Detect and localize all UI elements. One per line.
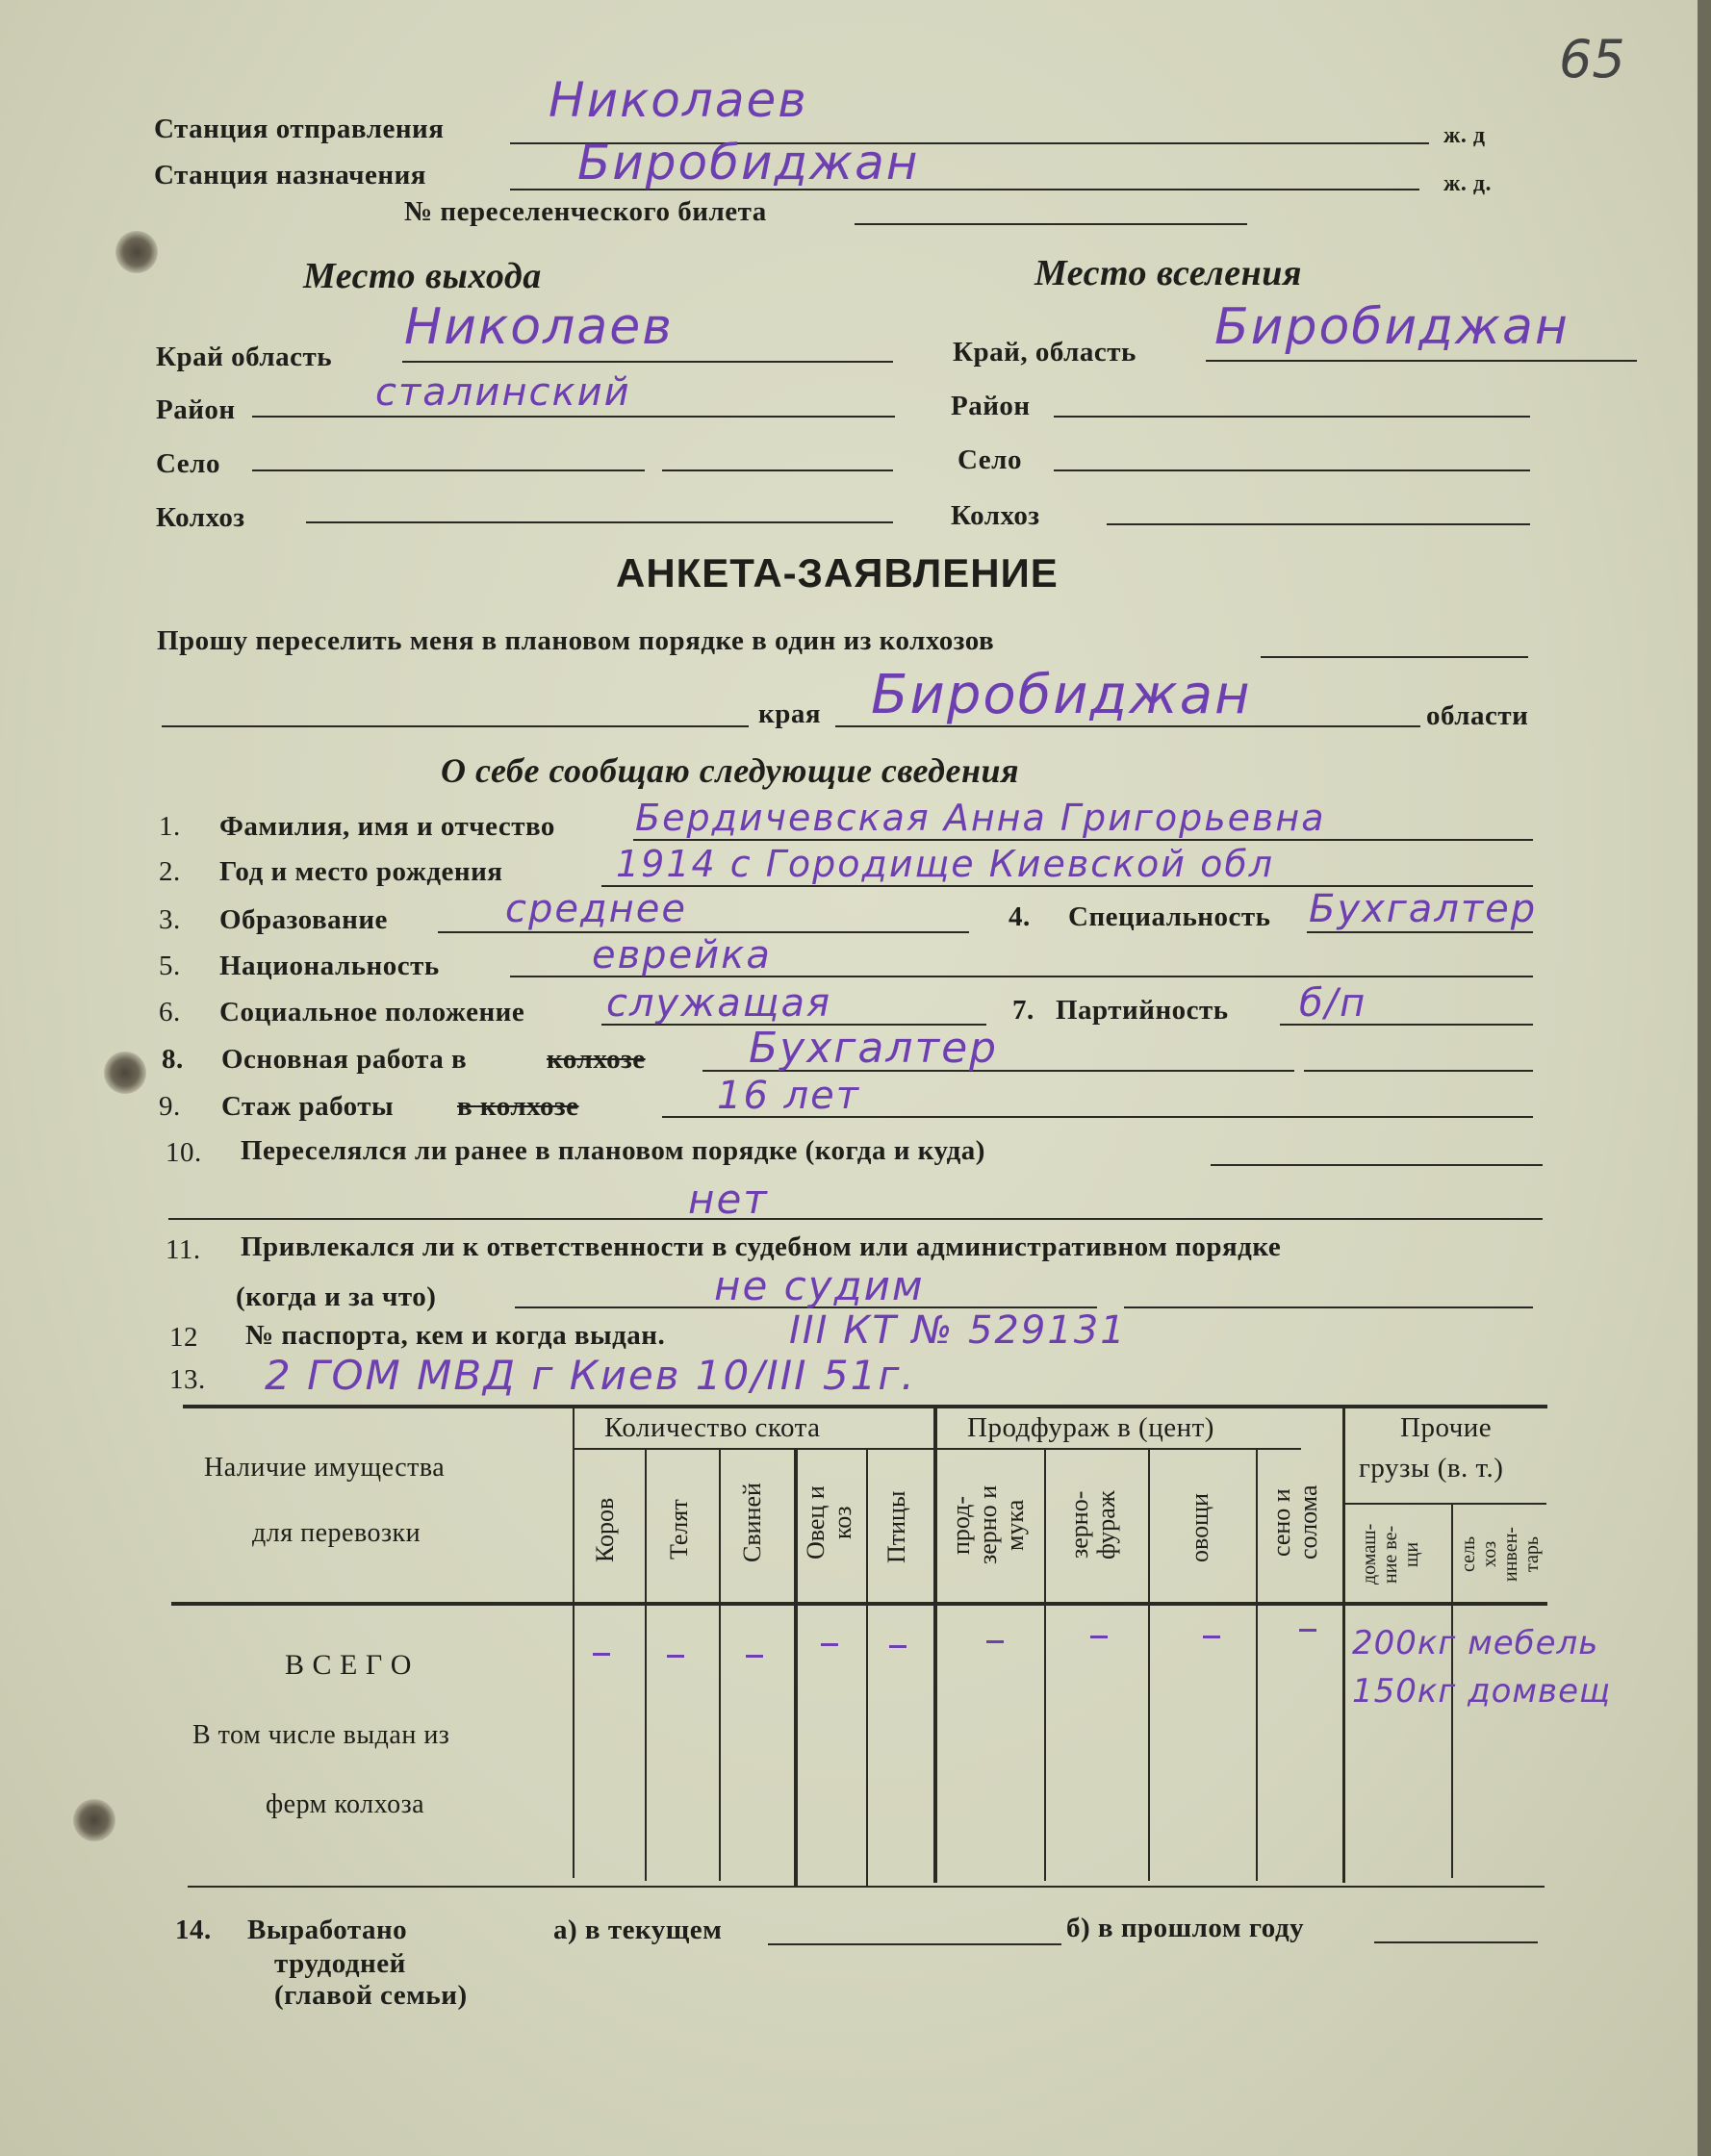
empty-dash [1203, 1636, 1220, 1638]
table-vline [933, 1407, 937, 1883]
field-11-value: не судим [714, 1262, 925, 1309]
field-10-line-2 [168, 1218, 1543, 1220]
table-group-underline [935, 1448, 1301, 1450]
footer-last-year-line [1374, 1941, 1538, 1943]
group-other-1: Прочие [1400, 1412, 1493, 1443]
field-5-num: 5. [159, 951, 181, 981]
krai-label: края [758, 698, 822, 729]
field-3-label: Образование [219, 904, 388, 935]
table-vline [794, 1448, 798, 1886]
field-3-value: среднее [505, 887, 688, 931]
table-vline [1342, 1407, 1345, 1883]
field-1-num: 1. [159, 811, 181, 842]
footer-label-3: (главой семьи) [274, 1980, 468, 2011]
field-13-value: 2 ГОМ МВД г Киев 10/III 51г. [265, 1352, 916, 1399]
request-text: Прошу переселить меня в плановом порядке в один из колхозов [157, 625, 995, 656]
field-11-label: Привлекался ли к ответственности в судебном или административном порядке [241, 1231, 1282, 1262]
origin-district-line [252, 416, 895, 418]
empty-dash [667, 1655, 684, 1658]
empty-dash [1299, 1629, 1316, 1632]
krai-prefix-line [162, 725, 749, 727]
col-inventory: сель хоз инвен- тарь [1458, 1527, 1543, 1582]
origin-kolkhoz-label: Колхоз [156, 502, 245, 533]
origin-district-label: Район [156, 394, 236, 425]
destination-region-label: Край, область [953, 337, 1136, 368]
row-issued-label-2: ферм колхоза [266, 1789, 425, 1819]
group-other-2: грузы (в. т.) [1359, 1453, 1504, 1484]
destination-district-line [1054, 416, 1530, 418]
station-to-label: Станция назначения [154, 160, 426, 190]
field-10-num: 10. [166, 1137, 202, 1168]
table-bottom-border [188, 1886, 1545, 1888]
footer-label-1: Выработано [247, 1915, 408, 1945]
field-10-label: Переселялся ли ранее в плановом порядке (когда и куда) [241, 1135, 985, 1166]
rail-suffix-1: ж. д [1443, 123, 1486, 148]
origin-kolkhoz-line [306, 521, 893, 523]
footer-current: а) в текущем [553, 1915, 723, 1945]
origin-district-value: сталинский [375, 370, 631, 415]
table-vline [866, 1448, 868, 1886]
col-cows: Коров [591, 1497, 619, 1562]
col-pigs: Свиней [738, 1483, 766, 1562]
request-line [1261, 656, 1528, 658]
field-11-line-2 [1124, 1306, 1533, 1308]
table-vline [1256, 1448, 1258, 1881]
field-13-num: 13. [169, 1364, 206, 1395]
col-veg: овощи [1186, 1492, 1213, 1562]
empty-dash [746, 1655, 763, 1658]
field-10-line-1 [1211, 1164, 1543, 1166]
origin-village-line-2 [662, 469, 893, 471]
field-6-label: Социальное положение [219, 997, 525, 1027]
punch-hole [104, 1052, 146, 1094]
col-sheep: Овец и коз [802, 1485, 856, 1560]
destination-region-line [1206, 360, 1637, 362]
field-4-num: 4. [1009, 901, 1031, 932]
field-6-value: служащая [606, 981, 832, 1026]
field-4-label: Специальность [1068, 901, 1271, 932]
field-11-num: 11. [166, 1234, 201, 1265]
field-8-line-2 [1304, 1070, 1533, 1072]
station-to-value: Биробиджан [577, 135, 920, 190]
field-5-label: Национальность [219, 951, 440, 981]
field-7-value: б/п [1299, 981, 1367, 1026]
field-8-strike: колхозе [547, 1044, 646, 1075]
station-from-label: Станция отправления [154, 114, 445, 144]
field-10-value: нет [688, 1176, 769, 1223]
col-household: домаш- ние ве- щи [1359, 1523, 1422, 1585]
field-4-line [1307, 931, 1533, 933]
destination-district-label: Район [951, 391, 1031, 421]
empty-dash [1090, 1636, 1108, 1638]
field-8-value: Бухгалтер [749, 1024, 999, 1073]
punch-hole [73, 1799, 115, 1841]
col-birds: Птицы [882, 1490, 910, 1564]
footer-label-2: трудодней [274, 1948, 406, 1979]
origin-region-label: Край область [156, 342, 333, 372]
table-vline [1148, 1448, 1150, 1881]
page-edge [1698, 0, 1711, 2156]
property-label-2: для перевозки [252, 1518, 421, 1548]
group-livestock: Количество скота [604, 1412, 821, 1443]
field-1-label: Фамилия, имя и отчество [219, 811, 555, 842]
field-12-label: № паспорта, кем и когда выдан. [245, 1320, 666, 1351]
row-total-label: В С Е Г О [285, 1649, 412, 1681]
field-1-value: Бердичевская Анна Григорьевна [635, 797, 1326, 839]
col-hay: сено и солома [1267, 1484, 1322, 1560]
destination-heading: Место вселения [1034, 253, 1302, 293]
handwritten-household: 150кг домвещ [1352, 1672, 1612, 1711]
page-number: 65 [1559, 29, 1625, 89]
field-3-num: 3. [159, 904, 181, 935]
field-12-num: 12 [169, 1322, 198, 1353]
field-2-value: 1914 с Городище Киевской обл [616, 843, 1275, 885]
oblast-label: области [1426, 700, 1529, 731]
field-4-value: Бухгалтер [1309, 887, 1538, 931]
field-8-num: 8. [162, 1044, 184, 1075]
form-subtitle: О себе сообщаю следующие сведения [441, 751, 1020, 790]
property-label-1: Наличие имущества [204, 1453, 446, 1483]
ticket-label: № переселенческого билета [404, 196, 767, 227]
rail-suffix-2: ж. д. [1443, 171, 1493, 196]
empty-dash [593, 1653, 610, 1656]
origin-village-line-1 [252, 469, 645, 471]
table-header-border [171, 1602, 1547, 1606]
empty-dash [986, 1640, 1004, 1643]
footer-num: 14. [175, 1915, 212, 1945]
field-9-value: 16 лет [717, 1074, 861, 1118]
table-group-underline [1344, 1503, 1546, 1505]
krai-value: Биробиджан [871, 664, 1252, 726]
col-fodder: зерно- фураж [1065, 1490, 1120, 1560]
table-vline [645, 1448, 647, 1881]
field-5-value: еврейка [592, 933, 772, 977]
group-feed: Продфураж в (цент) [967, 1412, 1214, 1443]
table-vline [573, 1407, 575, 1878]
origin-region-line [402, 361, 893, 363]
destination-region-value: Биробиджан [1214, 298, 1570, 356]
field-7-label: Партийность [1056, 995, 1229, 1026]
footer-last-year: б) в прошлом году [1066, 1913, 1305, 1943]
form-title: АНКЕТА-ЗАЯВЛЕНИЕ [616, 550, 1059, 596]
ticket-line [855, 223, 1247, 225]
field-9-strike: в колхозе [457, 1091, 579, 1122]
destination-village-label: Село [958, 444, 1022, 475]
col-calves: Телят [665, 1499, 693, 1560]
punch-hole [115, 231, 158, 273]
station-from-value: Николаев [549, 72, 808, 128]
origin-region-value: Николаев [404, 298, 674, 356]
destination-kolkhoz-label: Колхоз [951, 500, 1040, 531]
table-group-underline [575, 1448, 935, 1450]
destination-kolkhoz-line [1107, 523, 1530, 525]
footer-current-line [768, 1943, 1061, 1945]
row-issued-label-1: В том числе выдан из [192, 1720, 450, 1750]
field-6-num: 6. [159, 997, 181, 1027]
field-8-label: Основная работа в [221, 1044, 468, 1075]
handwritten-furniture: 200кг мебель [1352, 1624, 1599, 1662]
destination-village-line [1054, 469, 1530, 471]
field-12-value: III КТ № 529131 [789, 1308, 1127, 1353]
empty-dash [821, 1643, 838, 1646]
field-7-num: 7. [1012, 995, 1034, 1026]
origin-village-label: Село [156, 448, 220, 479]
field-9-num: 9. [159, 1091, 181, 1122]
field-1-line [633, 839, 1533, 841]
field-11-label-2: (когда и за что) [236, 1281, 437, 1312]
table-vline [1044, 1448, 1046, 1881]
empty-dash [889, 1645, 907, 1648]
field-9-label: Стаж работы [221, 1091, 395, 1122]
field-2-num: 2. [159, 856, 181, 887]
col-grain: прод- зерно и мука [947, 1484, 1029, 1565]
table-vline [719, 1448, 721, 1881]
origin-heading: Место выхода [303, 256, 542, 296]
field-2-label: Год и место рождения [219, 856, 503, 887]
